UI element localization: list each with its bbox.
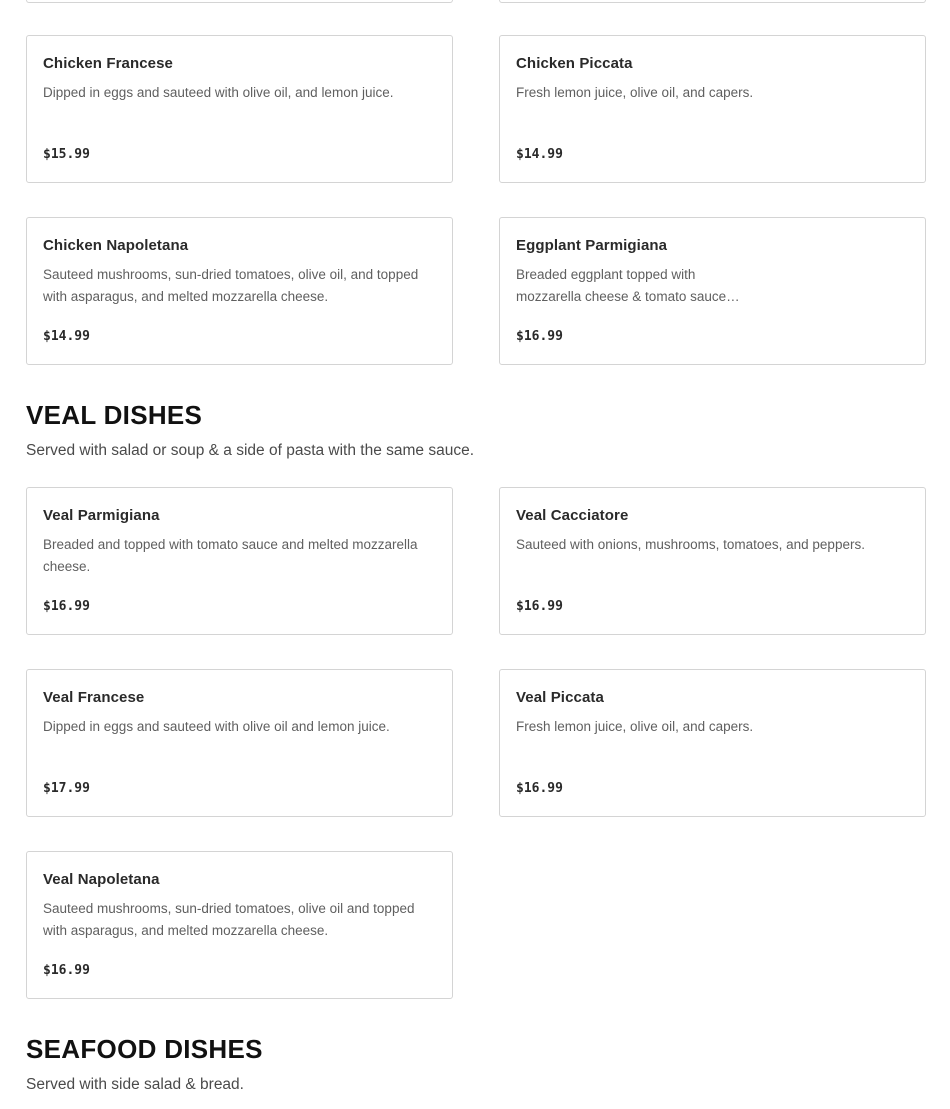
menu-item-card[interactable] [26, 35, 453, 183]
menu-item-card-partial[interactable] [26, 0, 453, 3]
menu-item-card-partial[interactable] [499, 0, 926, 3]
menu-item-price: $16.99 [516, 329, 563, 344]
menu-item-price: $15.99 [43, 147, 90, 162]
menu-item-price: $16.99 [43, 963, 90, 978]
menu-item-name: Chicken Piccata [516, 55, 633, 72]
section-subtitle-seafood: Served with side salad & bread. [26, 1076, 244, 1093]
section-subtitle-veal: Served with salad or soup & a side of pasta with the same sauce. [26, 442, 475, 459]
menu-item-card[interactable] [26, 217, 453, 365]
menu-item-name: Veal Napoletana [43, 871, 160, 888]
menu-item-description: Breaded eggplant topped with mozzarella cheese & tomato sauce… [516, 267, 740, 304]
menu-item-description: Sauteed with onions, mushrooms, tomatoes, and peppers. [516, 537, 865, 552]
menu-item-name: Chicken Napoletana [43, 237, 189, 254]
menu-item-name: Chicken Francese [43, 55, 173, 72]
menu-item-price: $17.99 [43, 781, 90, 796]
menu-item-description: Fresh lemon juice, olive oil, and capers. [516, 719, 754, 734]
menu-item-price: $16.99 [516, 599, 563, 614]
menu-item-price: $14.99 [43, 329, 90, 344]
menu-item-card[interactable] [499, 217, 926, 365]
section-title-veal: VEAL DISHES [26, 400, 203, 430]
menu-item-price: $14.99 [516, 147, 563, 162]
menu-item-card[interactable] [26, 487, 453, 635]
menu-item-card[interactable] [499, 35, 926, 183]
menu-item-description: Sauteed mushrooms, sun-dried tomatoes, olive oil, and topped with asparagus, and melted mozzarella cheese. [43, 267, 419, 304]
menu-item-name: Veal Cacciatore [516, 507, 629, 524]
menu-item-card[interactable] [26, 669, 453, 817]
menu-item-name: Eggplant Parmigiana [516, 237, 668, 254]
menu-item-description: Fresh lemon juice, olive oil, and capers. [516, 85, 754, 100]
section-title-seafood: SEAFOOD DISHES [26, 1034, 263, 1064]
menu-item-card[interactable] [499, 487, 926, 635]
menu-item-description: Sauteed mushrooms, sun-dried tomatoes, olive oil and topped with asparagus, and melted mozzarella cheese. [43, 901, 415, 938]
menu-item-price: $16.99 [516, 781, 563, 796]
menu-item-card[interactable] [499, 669, 926, 817]
menu-item-name: Veal Francese [43, 689, 145, 706]
menu-item-description: Dipped in eggs and sauteed with olive oil, and lemon juice. [43, 85, 394, 100]
menu-item-card[interactable] [26, 851, 453, 999]
menu-item-description: Dipped in eggs and sauteed with olive oil and lemon juice. [43, 719, 390, 734]
menu-item-name: Veal Parmigiana [43, 507, 160, 524]
menu-item-description: Breaded and topped with tomato sauce and melted mozzarella cheese. [43, 537, 418, 574]
menu-item-name: Veal Piccata [516, 689, 604, 706]
menu-item-price: $16.99 [43, 599, 90, 614]
